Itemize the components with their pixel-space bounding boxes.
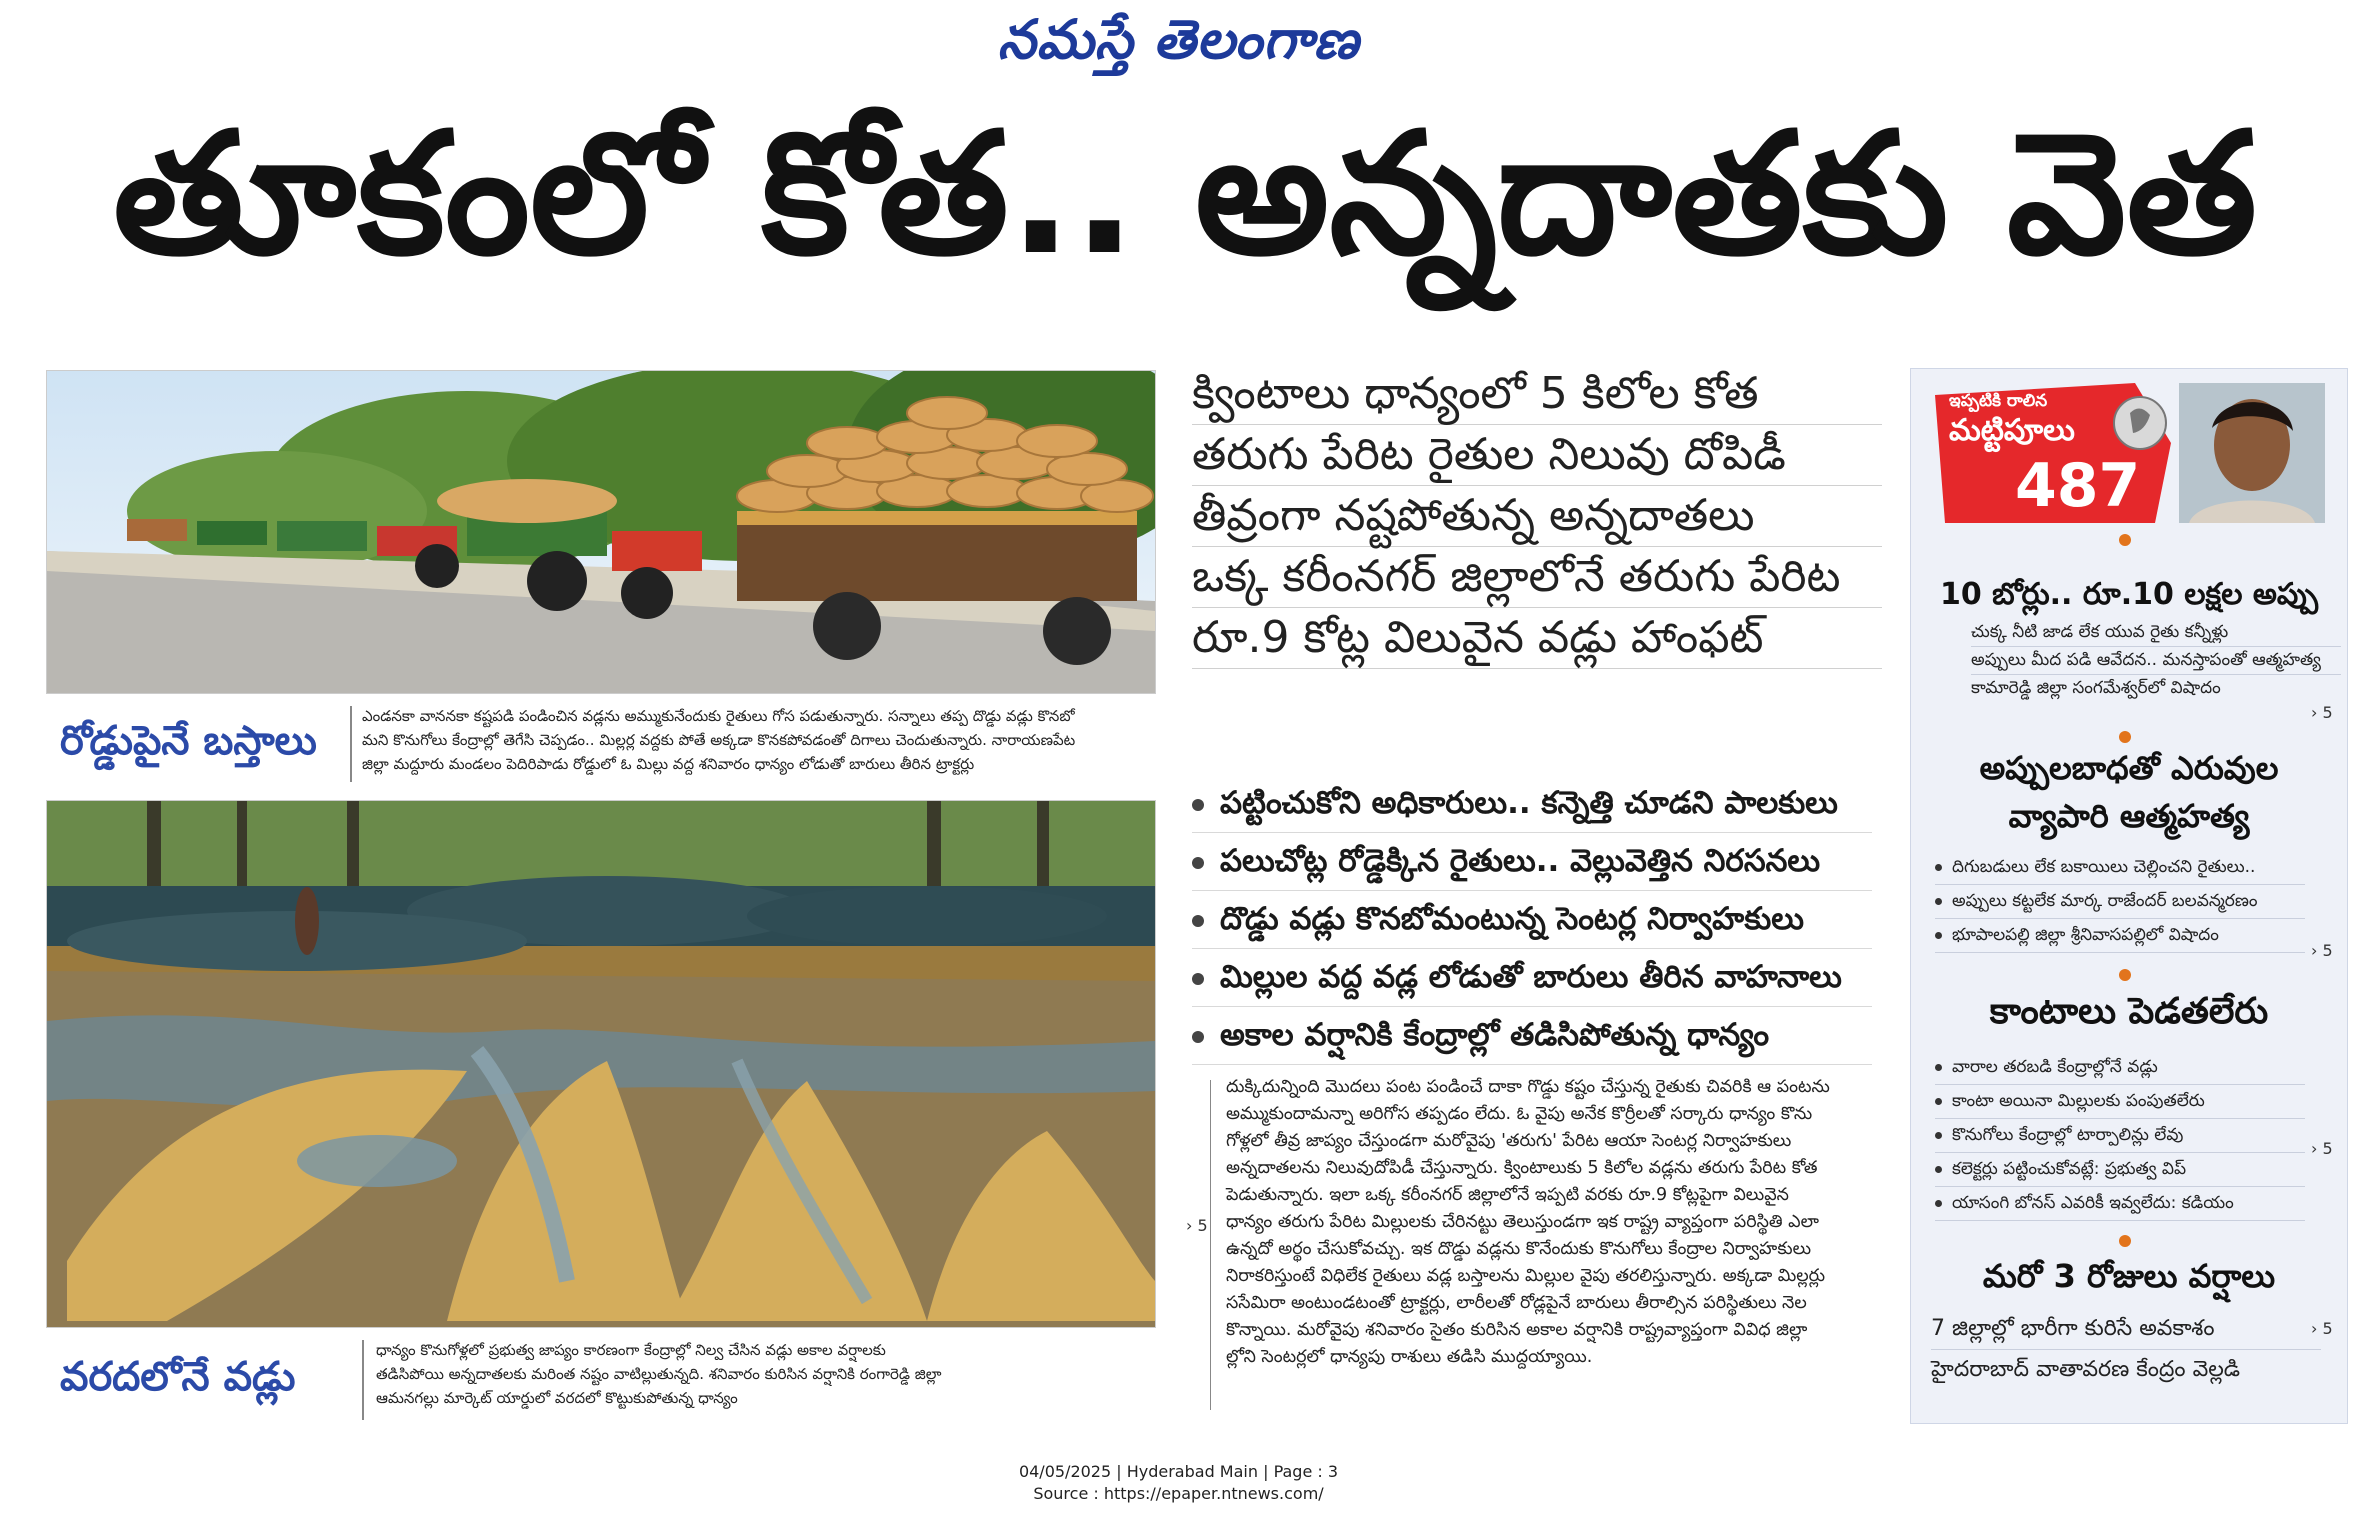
victim-photo	[2179, 383, 2325, 523]
body-line: పెడుతున్నారు. ఇలా ఒక్క కరీంనగర్ జిల్లాలోనే ఇప్పటి వరకు రూ.9 కోట్లపైగా విలువైన	[1226, 1185, 1789, 1205]
deck-line: తీవ్రంగా నష్టపోతున్న అన్నదాతలు	[1192, 486, 1882, 547]
story-headline: కాంటాలు పెడతలేరు	[1989, 991, 2269, 1032]
section-dot-icon	[2119, 969, 2131, 981]
bullet-dot-icon	[1935, 1166, 1942, 1173]
caption-text-roadside	[362, 704, 1152, 776]
deck-line: రూ.9 కోట్ల విలువైన వడ్లు హాంఫట్	[1192, 608, 1882, 669]
body-line: ఉన్నదో అర్థం చేసుకోవచ్చు. ఇక దొడ్డు వడ్లను కొనేందుకు కొనుగోలు కేంద్రాల నిర్వాహకులు	[1226, 1239, 1812, 1259]
story-item	[1935, 1187, 2305, 1221]
caption-line: ఎండనకా వాననకా కష్టపడి పండించిన వడ్లను అమ్ముకునేందుకు రైతులు గోస పడుతున్నారు. సన్నాలు తప్ప దొడ్డు వడ్లు కొనబో	[362, 707, 1075, 725]
footer-source: Source : https://epaper.ntnews.com/	[1033, 1484, 1324, 1503]
bullet-dot-icon	[1192, 799, 1204, 811]
photo-tractors	[46, 370, 1156, 694]
section-dot-icon	[2119, 534, 2131, 546]
bullet-item	[1192, 833, 1872, 891]
headline: తూకంలో కోత.. అన్నదాతకు వెత	[112, 96, 2258, 292]
page-ref-link[interactable]: › 5	[2311, 1139, 2333, 1158]
body-line: అమ్ముకుందామన్నా అరిగోస తప్పడం లేదు. ఓ వైపు అనేక కొర్రీలతో సర్కారు ధాన్యం కొను	[1226, 1104, 1813, 1124]
story-headline: అప్పులబాధతో ఎరువుల	[1979, 749, 2279, 787]
story-headline: 10 బోర్లు.. రూ.10 లక్షల అప్పు	[1939, 577, 2319, 612]
bullet-item	[1192, 891, 1872, 949]
footer-info: 04/05/2025 | Hyderabad Main | Page : 3	[1018, 1462, 1339, 1481]
story-item	[1935, 885, 2305, 919]
story-item-text: యాసంగి బోనస్ ఎవరికీ ఇవ్వలేదు: కడియం	[1952, 1193, 2234, 1213]
bullet-item	[1192, 949, 1872, 1007]
story-lines	[1971, 619, 2341, 702]
sidebar	[1910, 368, 2348, 1424]
bullet-dot-icon	[1935, 1098, 1942, 1105]
bullet-text: పట్టించుకోని అధికారులు.. కన్నెత్తి చూడని పాలకులు	[1220, 785, 1838, 821]
caption-divider	[350, 706, 352, 782]
bullet-item	[1192, 775, 1872, 833]
bullet-text: అకాల వర్షానికి కేంద్రాల్లో తడిసిపోతున్న ధాన్యం	[1220, 1017, 1770, 1053]
story-line: అప్పులు మీద పడి ఆవేదన.. మనస్తాపంతో ఆత్మహత్య	[1971, 647, 2341, 675]
suicide-count-badge	[1935, 383, 2175, 523]
caption-title-flood: వరదలోనే వడ్లు	[60, 1354, 296, 1400]
story-line: హైదరాబాద్ వాతావరణ కేంద్రం వెల్లడి	[1931, 1357, 2241, 1382]
story-lines	[1931, 1309, 2321, 1390]
page-ref-link[interactable]: › 5	[1186, 1216, 1208, 1235]
bullet-dot-icon	[1935, 1064, 1942, 1071]
caption-title-roadside: రోడ్డుపైనే బస్తాలు	[60, 718, 317, 764]
bullet-dot-icon	[1935, 1200, 1942, 1207]
story-items	[1935, 1051, 2305, 1221]
bullet-text: దొడ్డు వడ్లు కొనబోమంటున్న సెంటర్ల నిర్వాహకులు	[1220, 901, 1804, 937]
story-item-text: కలెక్టర్లు పట్టించుకోవట్లే: ప్రభుత్వ విప్	[1952, 1159, 2187, 1179]
body-text	[1226, 1074, 1886, 1371]
section-dot-icon	[2119, 731, 2131, 743]
caption-text-flood	[376, 1338, 1136, 1410]
photo-flooded-grain	[46, 800, 1156, 1328]
story-item	[1935, 919, 2305, 953]
story-line: చుక్క నీటి జాడ లేక యువ రైతు కన్నీళ్లు	[1971, 619, 2341, 647]
bullet-dot-icon	[1192, 857, 1204, 869]
story-item-text: కొనుగోలు కేంద్రాల్లో టార్పాలిన్లు లేవు	[1952, 1125, 2184, 1145]
story-item	[1935, 1119, 2305, 1153]
section-dot-icon	[2119, 1235, 2131, 1247]
body-line: గోళ్లలో తీవ్ర జాప్యం చేస్తుండగా మరోవైపు 'తరుగు' పేరిట ఆయా సెంటర్ల నిర్వాహకులు	[1226, 1131, 1792, 1151]
bullet-item	[1192, 1007, 1872, 1065]
caption-line: ఆమనగల్లు మార్కెట్ యార్డులో వరదలో కొట్టుకుపోతున్న ధాన్యం	[376, 1389, 738, 1407]
bullet-dot-icon	[1935, 898, 1942, 905]
bullet-text: మిల్లుల వద్ద వడ్ల లోడుతో బారులు తీరిన వాహనాలు	[1220, 959, 1842, 995]
badge-label-top: ఇప్పటికి రాలిన	[1949, 391, 2048, 411]
body-line: కొన్నాయి. మరోవైపు శనివారం సైతం కురిసిన అకాల వర్షానికి రాష్ట్రవ్యాప్తంగా వివిధ జిల్లా	[1226, 1320, 1808, 1340]
body-line: అన్నదాతలను నిలువుదోపిడీ చేస్తున్నారు. క్వింటాలుకు 5 కిలోల వడ్లను తరుగు పేరిట కోత	[1226, 1158, 1818, 1178]
body-line: దుక్కిదున్నింది మొదలు పంట పండించే దాకా గొడ్డు కష్టం చేస్తున్న రైతుకు చివరికి ఆ పంటను	[1226, 1077, 1830, 1097]
story-item-text: కాంటా అయినా మిల్లులకు పంపుతలేరు	[1952, 1091, 2205, 1111]
page-ref-link[interactable]: › 5	[2311, 941, 2333, 960]
story-line: 7 జిల్లాల్లో భారీగా కురిసే అవకాశం	[1931, 1309, 2321, 1350]
story-item-text: భూపాలపల్లి జిల్లా శ్రీనివాసపల్లిలో విషాదం	[1952, 925, 2219, 945]
badge-label-main: మట్టిపూలు	[1949, 413, 2075, 448]
story-item	[1935, 851, 2305, 885]
story-headline: మరో 3 రోజులు వర్షాలు	[1982, 1257, 2276, 1295]
masthead-logo: నమస్తే తెలంగాణ	[997, 8, 1360, 71]
story-item-text: అప్పులు కట్టలేక మార్క రాజేందర్ బలవన్మరణం	[1952, 891, 2258, 911]
deck-line: ఒక్క కరీంనగర్ జిల్లాలోనే తరుగు పేరిట	[1192, 547, 1882, 608]
story-line: కామారెడ్డి జిల్లా సంగమేశ్వర్‌లో విషాదం	[1971, 678, 2221, 698]
story-item	[1935, 1085, 2305, 1119]
bullet-dot-icon	[1935, 864, 1942, 871]
caption-divider	[362, 1340, 364, 1420]
bullet-dot-icon	[1192, 915, 1204, 927]
story-item-text: వారాల తరబడి కేంద్రాల్లోనే వడ్లు	[1952, 1057, 2158, 1077]
deck-line: క్వింటాలు ధాన్యంలో 5 కిలోల కోత	[1192, 364, 1882, 425]
bullet-dot-icon	[1192, 973, 1204, 985]
bullet-dot-icon	[1192, 1031, 1204, 1043]
body-line: నిరాకరిస్తుంటే విధిలేక రైతులు వడ్ల బస్తాలను మిల్లుల వైపు తరలిస్తున్నారు. అక్కడా మిల్లర్లు	[1226, 1266, 1826, 1286]
caption-line: జిల్లా మద్దూరు మండలం పెదిరిపాడు రోడ్డులో ఓ మిల్లు వద్ద శనివారం ధాన్యం లోడుతో బారులు తీరిన ట్రాక్టర్లు	[362, 755, 975, 773]
page-ref-link[interactable]: › 5	[2311, 703, 2333, 722]
story-item	[1935, 1051, 2305, 1085]
body-line: ల్లోని సెంటర్లలో ధాన్యపు రాశులు తడిసి ముద్దయ్యాయి.	[1226, 1347, 1593, 1367]
story-items	[1935, 851, 2305, 953]
story-item-text: దిగుబడులు లేక బకాయిలు చెల్లించని రైతులు..	[1952, 857, 2256, 877]
story-headline: వ్యాపారి ఆత్మహత్య	[2008, 797, 2250, 835]
bullet-dot-icon	[1935, 932, 1942, 939]
bullet-text: పలుచోట్ల రోడ్డెక్కిన రైతులు.. వెల్లువెత్తిన నిరసనలు	[1220, 843, 1821, 879]
caption-line: తడిసిపోయి అన్నదాతలకు మరింత నష్టం వాటిల్లుతున్నది. శనివారం కురిసిన వర్షానికి రంగారెడ్డి జిల్లా	[376, 1365, 942, 1383]
deck-line: తరుగు పేరిట రైతుల నిలువు దోపిడీ	[1192, 425, 1882, 486]
caption-line: మని కొనుగోలు కేంద్రాల్లో తెగేసి చెప్పడం.. మిల్లర్ల వద్దకు పోతే అక్కడా కొనకపోవడంతో దిగాలు చెందుతున్నారు. నారాయణపేట	[362, 731, 1076, 749]
page-ref-link[interactable]: › 5	[2311, 1319, 2333, 1338]
story-item	[1935, 1153, 2305, 1187]
bullet-list	[1192, 775, 1872, 1065]
body-line: ససేమిరా అంటుండటంతో ట్రాక్టర్లు, లారీలతో రోడ్లపైనే బారులు తీరాల్సిన పరిస్థితులు నెల	[1226, 1293, 1807, 1313]
badge-count: 487	[2015, 451, 2141, 521]
caption-line: ధాన్యం కొనుగోళ్లలో ప్రభుత్వ జాప్యం కారణంగా కేంద్రాల్లో నిల్వ చేసిన వడ్లు అకాల వర్షాలకు	[376, 1341, 886, 1359]
body-divider	[1210, 1080, 1211, 1410]
bullet-dot-icon	[1935, 1132, 1942, 1139]
deck	[1192, 364, 1882, 669]
body-line: ధాన్యం తరుగు పేరిట మిల్లులకు చేరినట్టు తెలుస్తుండగా ఇక రాష్ట్ర వ్యాప్తంగా పరిస్థితి ఎలా	[1226, 1212, 1819, 1232]
